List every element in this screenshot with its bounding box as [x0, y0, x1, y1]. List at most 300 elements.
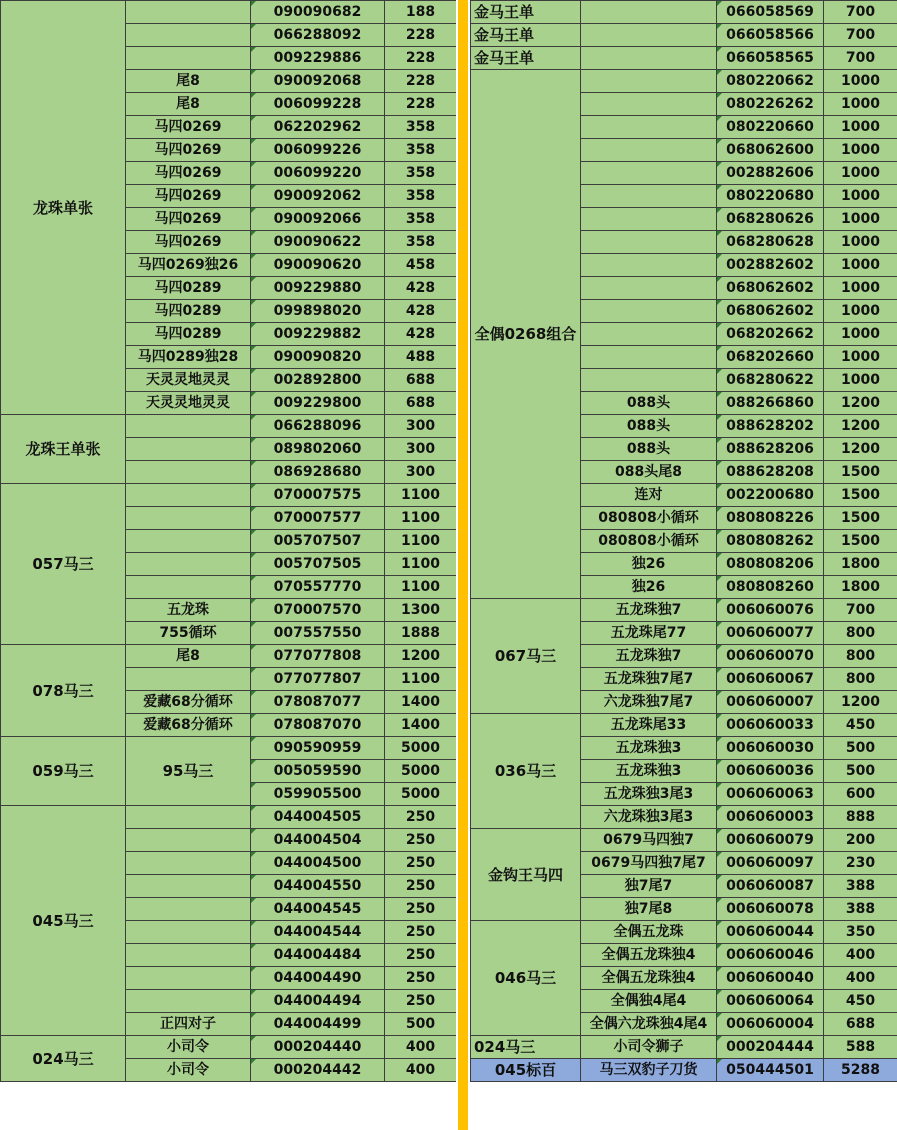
number-cell: 070007570 [251, 599, 385, 622]
price-cell: 300 [385, 461, 457, 484]
number-cell: 006060064 [717, 990, 824, 1013]
pattern-label [126, 415, 251, 438]
price-cell: 358 [385, 185, 457, 208]
table-row [471, 829, 897, 852]
pattern-label: 全偶五龙珠独4 [581, 944, 717, 967]
price-cell: 350 [824, 921, 897, 944]
price-cell: 400 [824, 967, 897, 990]
pattern-label: 爱藏68分循环 [126, 691, 251, 714]
table-row [471, 24, 897, 47]
number-cell: 090090682 [251, 1, 385, 24]
number-cell: 002200680 [717, 484, 824, 507]
table-row [471, 599, 897, 622]
pattern-label: 马四0289 [126, 277, 251, 300]
price-cell: 1100 [385, 530, 457, 553]
number-cell: 006099228 [251, 93, 385, 116]
price-cell: 1500 [824, 530, 897, 553]
number-cell: 090090620 [251, 254, 385, 277]
number-cell: 070557770 [251, 576, 385, 599]
pattern-label: 马四0269 [126, 185, 251, 208]
pattern-label [581, 70, 717, 93]
pattern-label: 独7尾8 [581, 898, 717, 921]
pattern-label: 五龙珠独7尾7 [581, 668, 717, 691]
pattern-label [126, 1, 251, 24]
pattern-label: 755循环 [126, 622, 251, 645]
price-cell: 358 [385, 116, 457, 139]
pattern-label [126, 921, 251, 944]
pattern-label: 五龙珠独3尾3 [581, 783, 717, 806]
price-cell: 800 [824, 668, 897, 691]
price-cell: 700 [824, 47, 897, 70]
number-cell: 068062602 [717, 277, 824, 300]
pattern-label: 天灵灵地灵灵 [126, 369, 251, 392]
price-cell: 458 [385, 254, 457, 277]
pattern-label: 0679马四独7尾7 [581, 852, 717, 875]
number-cell: 006099220 [251, 162, 385, 185]
number-cell: 080808260 [717, 576, 824, 599]
number-cell: 059905500 [251, 783, 385, 806]
number-cell: 078087077 [251, 691, 385, 714]
price-cell: 388 [824, 898, 897, 921]
number-cell: 090092068 [251, 70, 385, 93]
price-cell: 228 [385, 24, 457, 47]
pattern-label: 五龙珠 [126, 599, 251, 622]
number-cell: 090090622 [251, 231, 385, 254]
price-cell: 500 [824, 760, 897, 783]
price-cell: 888 [824, 806, 897, 829]
pattern-label: 天灵灵地灵灵 [126, 392, 251, 415]
price-cell: 588 [824, 1036, 897, 1059]
pattern-label: 马四0289独28 [126, 346, 251, 369]
number-cell: 066288096 [251, 415, 385, 438]
pattern-label: 正四对子 [126, 1013, 251, 1036]
price-cell: 250 [385, 875, 457, 898]
table-row [471, 1036, 897, 1059]
number-cell: 066058566 [717, 24, 824, 47]
column-divider [456, 0, 470, 1130]
price-cell: 250 [385, 852, 457, 875]
group-label: 045标百 [471, 1059, 581, 1082]
group-label: 067马三 [471, 599, 581, 714]
price-cell: 200 [824, 829, 897, 852]
price-cell: 5000 [385, 783, 457, 806]
pattern-label [126, 461, 251, 484]
pattern-label: 马四0269 [126, 231, 251, 254]
price-cell: 1200 [824, 691, 897, 714]
number-cell: 006060040 [717, 967, 824, 990]
pattern-label: 小司令狮子 [581, 1036, 717, 1059]
pattern-label [126, 990, 251, 1013]
table-row [1, 645, 457, 668]
number-cell: 006099226 [251, 139, 385, 162]
price-cell: 450 [824, 714, 897, 737]
pattern-label [581, 277, 717, 300]
number-cell: 068202662 [717, 323, 824, 346]
price-cell: 1400 [385, 714, 457, 737]
price-cell: 700 [824, 599, 897, 622]
number-cell: 090092066 [251, 208, 385, 231]
right-table-body [471, 1, 897, 1082]
price-cell: 400 [385, 1036, 457, 1059]
price-cell: 1888 [385, 622, 457, 645]
price-cell: 1000 [824, 208, 897, 231]
left-table-body [1, 1, 457, 1082]
price-cell: 1100 [385, 507, 457, 530]
price-cell: 688 [385, 369, 457, 392]
number-cell: 088266860 [717, 392, 824, 415]
number-cell: 002882602 [717, 254, 824, 277]
number-cell: 070007577 [251, 507, 385, 530]
pattern-label [581, 254, 717, 277]
number-cell: 078087070 [251, 714, 385, 737]
right-price-table [470, 0, 897, 1082]
subgroup-label: 95马三 [126, 737, 251, 806]
price-cell: 5000 [385, 737, 457, 760]
price-cell: 800 [824, 622, 897, 645]
group-label: 龙珠单张 [1, 1, 126, 415]
price-cell: 1000 [824, 139, 897, 162]
pattern-label: 全偶独4尾4 [581, 990, 717, 1013]
number-cell: 009229800 [251, 392, 385, 415]
pattern-label [126, 507, 251, 530]
number-cell: 080808206 [717, 553, 824, 576]
pattern-label: 尾8 [126, 645, 251, 668]
price-cell: 1200 [824, 392, 897, 415]
number-cell: 050444501 [717, 1059, 824, 1082]
table-row [471, 1, 897, 24]
pattern-label: 五龙珠尾33 [581, 714, 717, 737]
pattern-label: 全偶六龙珠独4尾4 [581, 1013, 717, 1036]
number-cell: 006060067 [717, 668, 824, 691]
pattern-label [581, 24, 717, 47]
price-cell: 1100 [385, 553, 457, 576]
number-cell: 068280628 [717, 231, 824, 254]
price-cell: 230 [824, 852, 897, 875]
number-cell: 090090820 [251, 346, 385, 369]
pattern-label [126, 576, 251, 599]
price-cell: 1200 [824, 415, 897, 438]
price-cell: 1500 [824, 461, 897, 484]
price-cell: 1000 [824, 70, 897, 93]
price-cell: 250 [385, 967, 457, 990]
table-row [471, 714, 897, 737]
price-cell: 500 [824, 737, 897, 760]
price-cell: 358 [385, 162, 457, 185]
price-cell: 228 [385, 93, 457, 116]
price-cell: 1800 [824, 576, 897, 599]
table-row [1, 737, 457, 760]
table-row [471, 1059, 897, 1082]
pattern-label [126, 875, 251, 898]
pattern-label: 马三双豹子刀货 [581, 1059, 717, 1082]
price-cell: 358 [385, 139, 457, 162]
number-cell: 090092062 [251, 185, 385, 208]
price-cell: 1300 [385, 599, 457, 622]
pattern-label [581, 93, 717, 116]
group-label: 045马三 [1, 806, 126, 1036]
pattern-label: 马四0269 [126, 162, 251, 185]
price-cell: 1500 [824, 507, 897, 530]
number-cell: 006060044 [717, 921, 824, 944]
number-cell: 044004544 [251, 921, 385, 944]
pattern-label [126, 47, 251, 70]
price-cell: 228 [385, 47, 457, 70]
price-cell: 250 [385, 898, 457, 921]
pattern-label: 尾8 [126, 70, 251, 93]
number-cell: 006060004 [717, 1013, 824, 1036]
price-cell: 228 [385, 70, 457, 93]
price-cell: 1400 [385, 691, 457, 714]
number-cell: 066288092 [251, 24, 385, 47]
price-cell: 358 [385, 208, 457, 231]
pattern-label: 独7尾7 [581, 875, 717, 898]
pattern-label [126, 898, 251, 921]
number-cell: 000204440 [251, 1036, 385, 1059]
orange-divider-bar [458, 0, 468, 1130]
price-cell: 1000 [824, 369, 897, 392]
number-cell: 002892800 [251, 369, 385, 392]
number-cell: 080220680 [717, 185, 824, 208]
price-cell: 428 [385, 323, 457, 346]
group-label: 057马三 [1, 484, 126, 645]
number-cell: 007557550 [251, 622, 385, 645]
number-cell: 089802060 [251, 438, 385, 461]
price-cell: 188 [385, 1, 457, 24]
pattern-label [581, 369, 717, 392]
pattern-label [581, 231, 717, 254]
group-label: 046马三 [471, 921, 581, 1036]
pattern-label: 088头尾8 [581, 461, 717, 484]
group-label: 024马三 [1, 1036, 126, 1082]
number-cell: 068280626 [717, 208, 824, 231]
group-label: 金马王单 [471, 1, 581, 24]
price-cell: 250 [385, 921, 457, 944]
number-cell: 006060087 [717, 875, 824, 898]
pattern-label: 爱藏68分循环 [126, 714, 251, 737]
pattern-label [126, 553, 251, 576]
price-cell: 5288 [824, 1059, 897, 1082]
left-price-table [0, 0, 457, 1082]
pattern-label [581, 47, 717, 70]
pattern-label: 六龙珠独7尾7 [581, 691, 717, 714]
price-cell: 688 [385, 392, 457, 415]
number-cell: 006060077 [717, 622, 824, 645]
pattern-label [126, 484, 251, 507]
pattern-label [581, 185, 717, 208]
number-cell: 066058565 [717, 47, 824, 70]
number-cell: 044004500 [251, 852, 385, 875]
group-label: 金马王单 [471, 47, 581, 70]
number-cell: 077077807 [251, 668, 385, 691]
number-cell: 088628202 [717, 415, 824, 438]
number-cell: 044004505 [251, 806, 385, 829]
price-cell: 1100 [385, 484, 457, 507]
number-cell: 009229880 [251, 277, 385, 300]
price-cell: 1100 [385, 576, 457, 599]
number-cell: 086928680 [251, 461, 385, 484]
price-cell: 450 [824, 990, 897, 1013]
number-cell: 005059590 [251, 760, 385, 783]
number-cell: 066058569 [717, 1, 824, 24]
pattern-label: 连对 [581, 484, 717, 507]
number-cell: 006060030 [717, 737, 824, 760]
number-cell: 062202962 [251, 116, 385, 139]
number-cell: 077077808 [251, 645, 385, 668]
number-cell: 009229886 [251, 47, 385, 70]
pattern-label [581, 346, 717, 369]
price-cell: 1200 [385, 645, 457, 668]
pattern-label: 马四0269独26 [126, 254, 251, 277]
number-cell: 006060036 [717, 760, 824, 783]
number-cell: 044004490 [251, 967, 385, 990]
number-cell: 080808226 [717, 507, 824, 530]
number-cell: 070007575 [251, 484, 385, 507]
price-cell: 400 [824, 944, 897, 967]
pattern-label [126, 967, 251, 990]
pattern-label: 088头 [581, 415, 717, 438]
number-cell: 080808262 [717, 530, 824, 553]
number-cell: 044004545 [251, 898, 385, 921]
number-cell: 006060007 [717, 691, 824, 714]
number-cell: 088628208 [717, 461, 824, 484]
pattern-label [126, 806, 251, 829]
group-label: 全偶0268组合 [471, 70, 581, 599]
group-label: 金马王单 [471, 24, 581, 47]
number-cell: 006060046 [717, 944, 824, 967]
pattern-label: 080808小循环 [581, 530, 717, 553]
pattern-label [126, 530, 251, 553]
number-cell: 006060003 [717, 806, 824, 829]
table-row [1, 1036, 457, 1059]
table-row [1, 415, 457, 438]
number-cell: 068062602 [717, 300, 824, 323]
number-cell: 044004494 [251, 990, 385, 1013]
pattern-label [581, 1, 717, 24]
number-cell: 005707507 [251, 530, 385, 553]
pattern-label [581, 300, 717, 323]
table-row [471, 921, 897, 944]
number-cell: 009229882 [251, 323, 385, 346]
pattern-label [126, 438, 251, 461]
price-cell: 400 [385, 1059, 457, 1082]
price-cell: 688 [824, 1013, 897, 1036]
price-cell: 1000 [824, 323, 897, 346]
table-row [1, 1, 457, 24]
pattern-label: 小司令 [126, 1036, 251, 1059]
price-cell: 1000 [824, 116, 897, 139]
pattern-label: 五龙珠独3 [581, 760, 717, 783]
pattern-label: 马四0289 [126, 300, 251, 323]
pattern-label: 0679马四独7 [581, 829, 717, 852]
pattern-label [126, 24, 251, 47]
number-cell: 000204444 [717, 1036, 824, 1059]
price-cell: 1000 [824, 93, 897, 116]
pattern-label [126, 668, 251, 691]
number-cell: 000204442 [251, 1059, 385, 1082]
number-cell: 006060079 [717, 829, 824, 852]
pattern-label: 尾8 [126, 93, 251, 116]
pattern-label: 五龙珠独3 [581, 737, 717, 760]
price-cell: 250 [385, 990, 457, 1013]
price-cell: 1800 [824, 553, 897, 576]
number-cell: 080220662 [717, 70, 824, 93]
price-cell: 300 [385, 415, 457, 438]
price-cell: 500 [385, 1013, 457, 1036]
pattern-label: 080808小循环 [581, 507, 717, 530]
table-row [471, 70, 897, 93]
price-cell: 300 [385, 438, 457, 461]
number-cell: 006060097 [717, 852, 824, 875]
number-cell: 068202660 [717, 346, 824, 369]
price-cell: 700 [824, 1, 897, 24]
price-cell: 1100 [385, 668, 457, 691]
number-cell: 044004550 [251, 875, 385, 898]
pattern-label: 全偶五龙珠独4 [581, 967, 717, 990]
pattern-label [581, 139, 717, 162]
number-cell: 006060063 [717, 783, 824, 806]
number-cell: 044004504 [251, 829, 385, 852]
price-cell: 1000 [824, 277, 897, 300]
number-cell: 068280622 [717, 369, 824, 392]
pattern-label: 马四0289 [126, 323, 251, 346]
pattern-label: 五龙珠尾77 [581, 622, 717, 645]
pattern-label: 马四0269 [126, 208, 251, 231]
price-cell: 388 [824, 875, 897, 898]
number-cell: 090590959 [251, 737, 385, 760]
number-cell: 080226262 [717, 93, 824, 116]
number-cell: 068062600 [717, 139, 824, 162]
pattern-label: 马四0269 [126, 139, 251, 162]
pattern-label [581, 208, 717, 231]
number-cell: 044004484 [251, 944, 385, 967]
price-cell: 5000 [385, 760, 457, 783]
number-cell: 005707505 [251, 553, 385, 576]
group-label: 059马三 [1, 737, 126, 806]
pattern-label: 088头 [581, 392, 717, 415]
price-cell: 1000 [824, 231, 897, 254]
price-cell: 600 [824, 783, 897, 806]
number-cell: 006060033 [717, 714, 824, 737]
pattern-label: 088头 [581, 438, 717, 461]
table-row [1, 806, 457, 829]
pattern-label: 五龙珠独7 [581, 645, 717, 668]
pattern-label [581, 323, 717, 346]
price-cell: 428 [385, 300, 457, 323]
price-cell: 250 [385, 806, 457, 829]
pattern-label [581, 116, 717, 139]
pattern-label: 独26 [581, 553, 717, 576]
price-cell: 1000 [824, 185, 897, 208]
price-cell: 488 [385, 346, 457, 369]
group-label: 078马三 [1, 645, 126, 737]
number-cell: 044004499 [251, 1013, 385, 1036]
pattern-label: 五龙珠独7 [581, 599, 717, 622]
number-cell: 006060078 [717, 898, 824, 921]
number-cell: 002882606 [717, 162, 824, 185]
group-label: 036马三 [471, 714, 581, 829]
group-label: 龙珠王单张 [1, 415, 126, 484]
price-cell: 1000 [824, 254, 897, 277]
pattern-label [126, 944, 251, 967]
number-cell: 006060076 [717, 599, 824, 622]
pattern-label: 小司令 [126, 1059, 251, 1082]
pattern-label: 独26 [581, 576, 717, 599]
group-label: 024马三 [471, 1036, 581, 1059]
price-cell: 428 [385, 277, 457, 300]
price-cell: 1000 [824, 162, 897, 185]
pattern-label: 马四0269 [126, 116, 251, 139]
price-cell: 250 [385, 829, 457, 852]
